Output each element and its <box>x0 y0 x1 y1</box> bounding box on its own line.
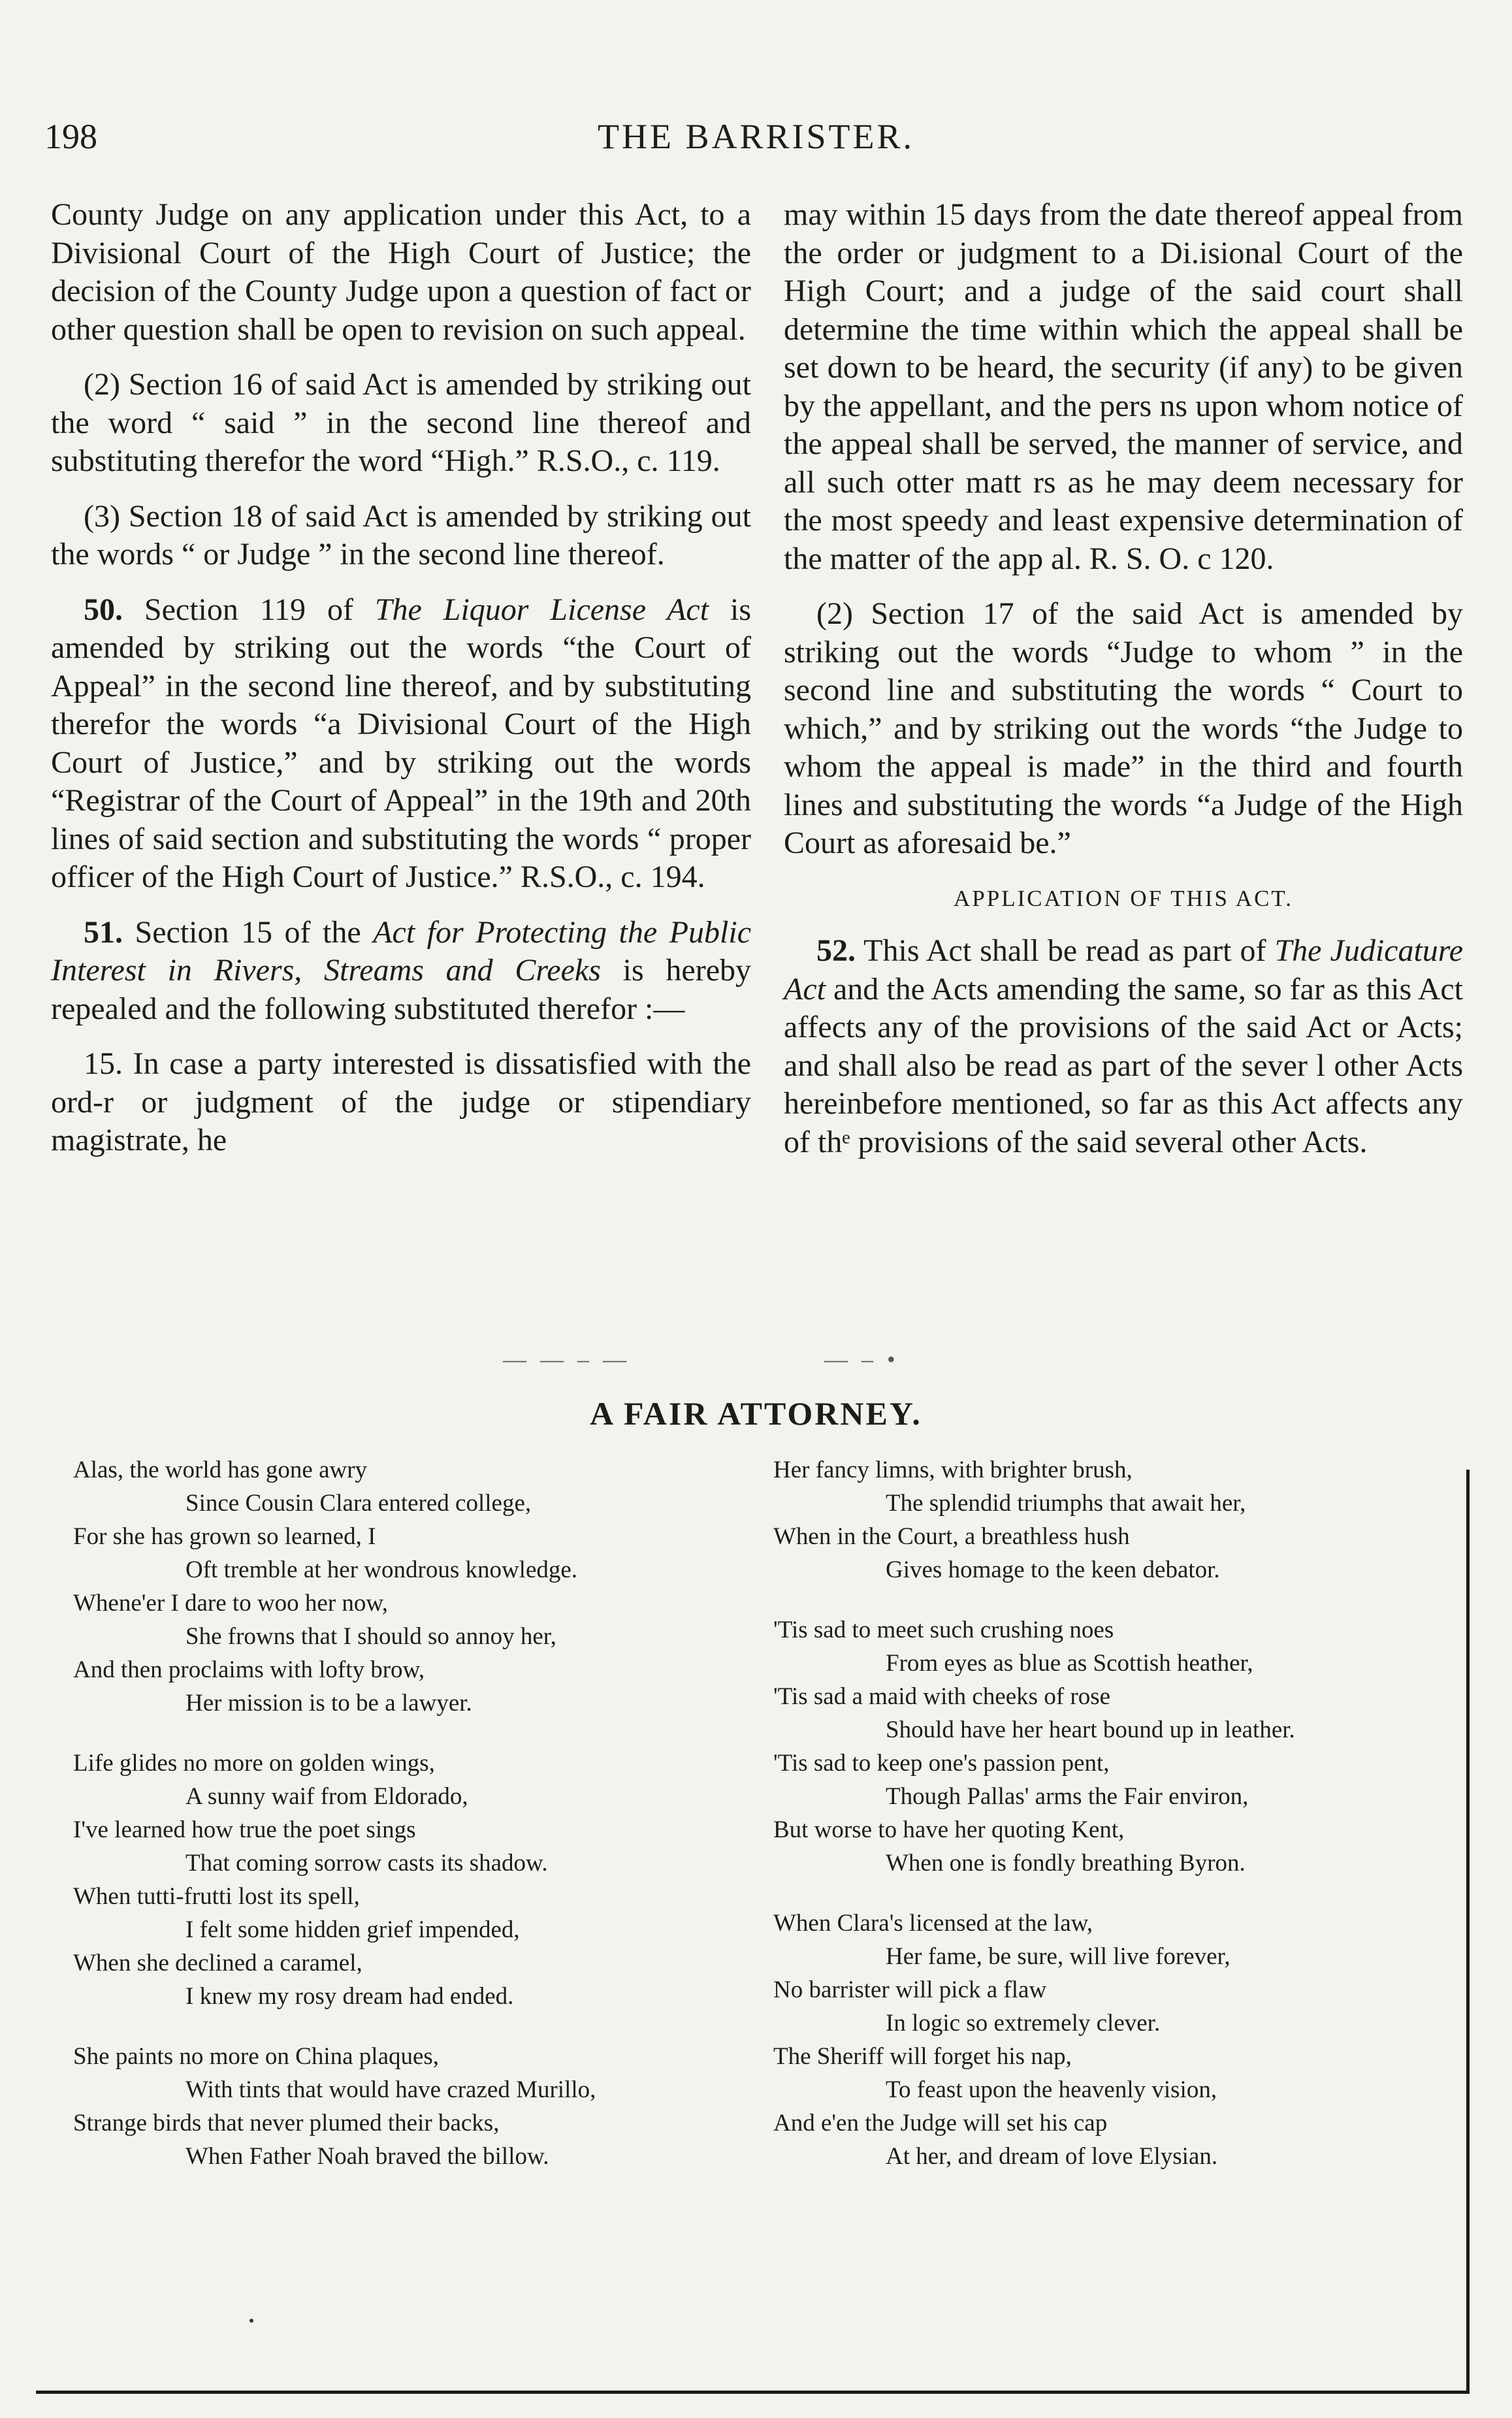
poem-line: With tints that would have crazed Murillo, <box>185 2076 596 2103</box>
section-text: and the Acts amending the same, so far as this Act affects any of the provisions of the said Act or Acts; and shall also be read as part of the sever l other Acts hereinbefore mentioned, so far as this Act affects any of thᵉ provisions of the said several other Acts. <box>784 971 1463 1159</box>
poem-line: Life glides no more on golden wings, <box>73 1750 435 1777</box>
right-paragraph: may within 15 days from the date thereof appeal from the order or judgment to a Di.isional Court of the High Court; and a judge of the said court shall determine the time within which the appeal shall be set down to be heard, the security (if any) to be given by the appellant, and the pers ns upon whom notice of the appeal shall be served, the manner of service, and all such otter matt rs as he may deem necessary for the most speedy and least expensive determination of the matter of the app al. R. S. O. c 120. <box>784 197 1463 576</box>
running-title: THE BARRISTER. <box>597 117 915 156</box>
left-column <box>51 196 751 1177</box>
poem-stanza <box>73 1453 726 1720</box>
poem-line: Since Cousin Clara entered college, <box>185 1490 532 1517</box>
section-51 <box>51 914 751 1029</box>
poem-left-column <box>73 1453 726 2200</box>
poem-line: Though Pallas' arms the Fair environ, <box>886 1783 1249 1810</box>
stray-dot <box>249 2319 253 2323</box>
left-paragraph: County Judge on any application under this Act, to a Divisional Court of the High Court of Justice; the decision of the County Judge upon a question of fact or other question shall be open to revision on such appeal. <box>51 197 751 347</box>
right-edge-rule <box>1466 1470 1470 2394</box>
section-number: 52. <box>816 933 856 968</box>
right-paragraph: (2) Section 17 of the said Act is amended by striking out the words “Judge to whom ” in the second line and substituting the words “ Court to which,” and by striking out the words “the Judge to whom the appeal is made” in the third and fourth lines and substituting the words “a Judge of the High Court as aforesaid be.” <box>784 596 1463 860</box>
poem-line: She paints no more on China plaques, <box>73 2043 440 2070</box>
poem-line: 'Tis sad to meet such crushing noes <box>773 1617 1114 1643</box>
section-text: Section 15 of the <box>123 914 374 950</box>
section-52 <box>784 932 1463 1161</box>
left-paragraph: 15. In case a party interested is dissatisfied with the ord-r or judgment of the judge or stipendiary magistrate, he <box>51 1046 751 1157</box>
section-50 <box>51 591 751 897</box>
page-number: 198 <box>44 117 97 156</box>
poem-line: When one is fondly breathing Byron. <box>886 1850 1246 1877</box>
poem-line: Should have her heart bound up in leather. <box>886 1717 1295 1743</box>
section-heading: APPLICATION OF THIS ACT. <box>954 885 1293 911</box>
act-title: The Judicature Act <box>784 933 1463 1007</box>
left-paragraph: (3) Section 18 of said Act is amended by striking out the words “ or Judge ” in the second line thereof. <box>51 498 751 572</box>
page-header <box>0 116 1512 162</box>
poem-line: When Clara's licensed at the law, <box>773 1910 1093 1937</box>
section-text: is amended by striking out the words “the Court of Appeal” in the second line thereof, and by substituting therefor the words “a Divisional Court of the High Court of Justice,” and by striking out the words “Registrar of the Court of Appeal” in the 19th and 20th lines of said section and substituting the words “ proper officer of the High Court of Justice.” R.S.O., c. 194. <box>51 592 751 894</box>
poem-title: A FAIR ATTORNEY. <box>590 1395 922 1432</box>
poem-line: Her mission is to be a lawyer. <box>185 1690 472 1717</box>
poem-line: But worse to have her quoting Kent, <box>773 1816 1125 1843</box>
poem-line: When in the Court, a breathless hush <box>773 1523 1130 1550</box>
poem-line: When tutti-frutti lost its spell, <box>73 1883 360 1910</box>
poem-line: The Sheriff will forget his nap, <box>773 2043 1072 2070</box>
poem-line: When Father Noah braved the billow. <box>185 2143 549 2170</box>
right-column <box>784 196 1463 1178</box>
left-paragraph: (2) Section 16 of said Act is amended by striking out the word “ said ” in the second line thereof and substituting therefor the word “High.” R.S.O., c. 119. <box>51 367 751 478</box>
act-title: The Liquor License Act <box>374 592 709 627</box>
poem-line: Oft tremble at her wondrous knowledge. <box>185 1556 578 1583</box>
section-number: 50. <box>84 592 123 627</box>
section-text: is hereby repealed and the following substituted therefor :— <box>51 953 751 1026</box>
poem-line: Her fancy limns, with brighter brush, <box>773 1457 1133 1483</box>
poem-line: 'Tis sad to keep one's passion pent, <box>773 1750 1110 1777</box>
poem-line: I knew my rosy dream had ended. <box>185 1983 514 2010</box>
poem-line: She frowns that I should so annoy her, <box>185 1623 556 1650</box>
poem-line: At her, and dream of love Elysian. <box>886 2143 1218 2170</box>
separator-dashes: — – • <box>824 1346 899 1372</box>
poem-line: The splendid triumphs that await her, <box>886 1490 1246 1517</box>
section-number: 51. <box>84 914 123 950</box>
poem-line: And then proclaims with lofty brow, <box>73 1656 425 1683</box>
poem-stanza <box>73 2040 726 2173</box>
poem-line: From eyes as blue as Scottish heather, <box>886 1650 1253 1677</box>
poem-line: In logic so extremely clever. <box>886 2010 1161 2037</box>
poem-line: To feast upon the heavenly vision, <box>886 2076 1217 2103</box>
separator-dashes: — — – — <box>503 1346 630 1372</box>
poem-stanza <box>773 1907 1466 2173</box>
section-text: This Act shall be read as part of <box>856 933 1275 968</box>
poem-line: When she declined a caramel, <box>73 1950 362 1976</box>
poem-line: Her fame, be sure, will live forever, <box>886 1943 1231 1970</box>
poem-stanza <box>73 1747 726 2013</box>
bottom-rule <box>36 2391 1470 2394</box>
poem-line: That coming sorrow casts its shadow. <box>185 1850 548 1877</box>
poem-line: 'Tis sad a maid with cheeks of rose <box>773 1683 1111 1710</box>
poem-line: For she has grown so learned, I <box>73 1523 376 1550</box>
poem-stanza <box>773 1613 1466 1880</box>
poem-line: Whene'er I dare to woo her now, <box>73 1590 388 1617</box>
poem-line: Strange birds that never plumed their backs, <box>73 2110 500 2136</box>
poem-stanza <box>773 1453 1466 1587</box>
poem-line: A sunny waif from Eldorado, <box>185 1783 468 1810</box>
poem-line: I felt some hidden grief impended, <box>185 1916 520 1943</box>
act-title: Act for Protecting the Public Interest in Rivers, Streams and Creeks <box>51 914 751 988</box>
poem-line: Gives homage to the keen debator. <box>886 1556 1220 1583</box>
poem-line: No barrister will pick a flaw <box>773 1976 1047 2003</box>
poem-right-column <box>773 1453 1466 2200</box>
poem-line: And e'en the Judge will set his cap <box>773 2110 1108 2136</box>
poem-line: Alas, the world has gone awry <box>73 1457 368 1483</box>
poem-line: I've learned how true the poet sings <box>73 1816 416 1843</box>
section-text: Section 119 of <box>123 592 375 627</box>
